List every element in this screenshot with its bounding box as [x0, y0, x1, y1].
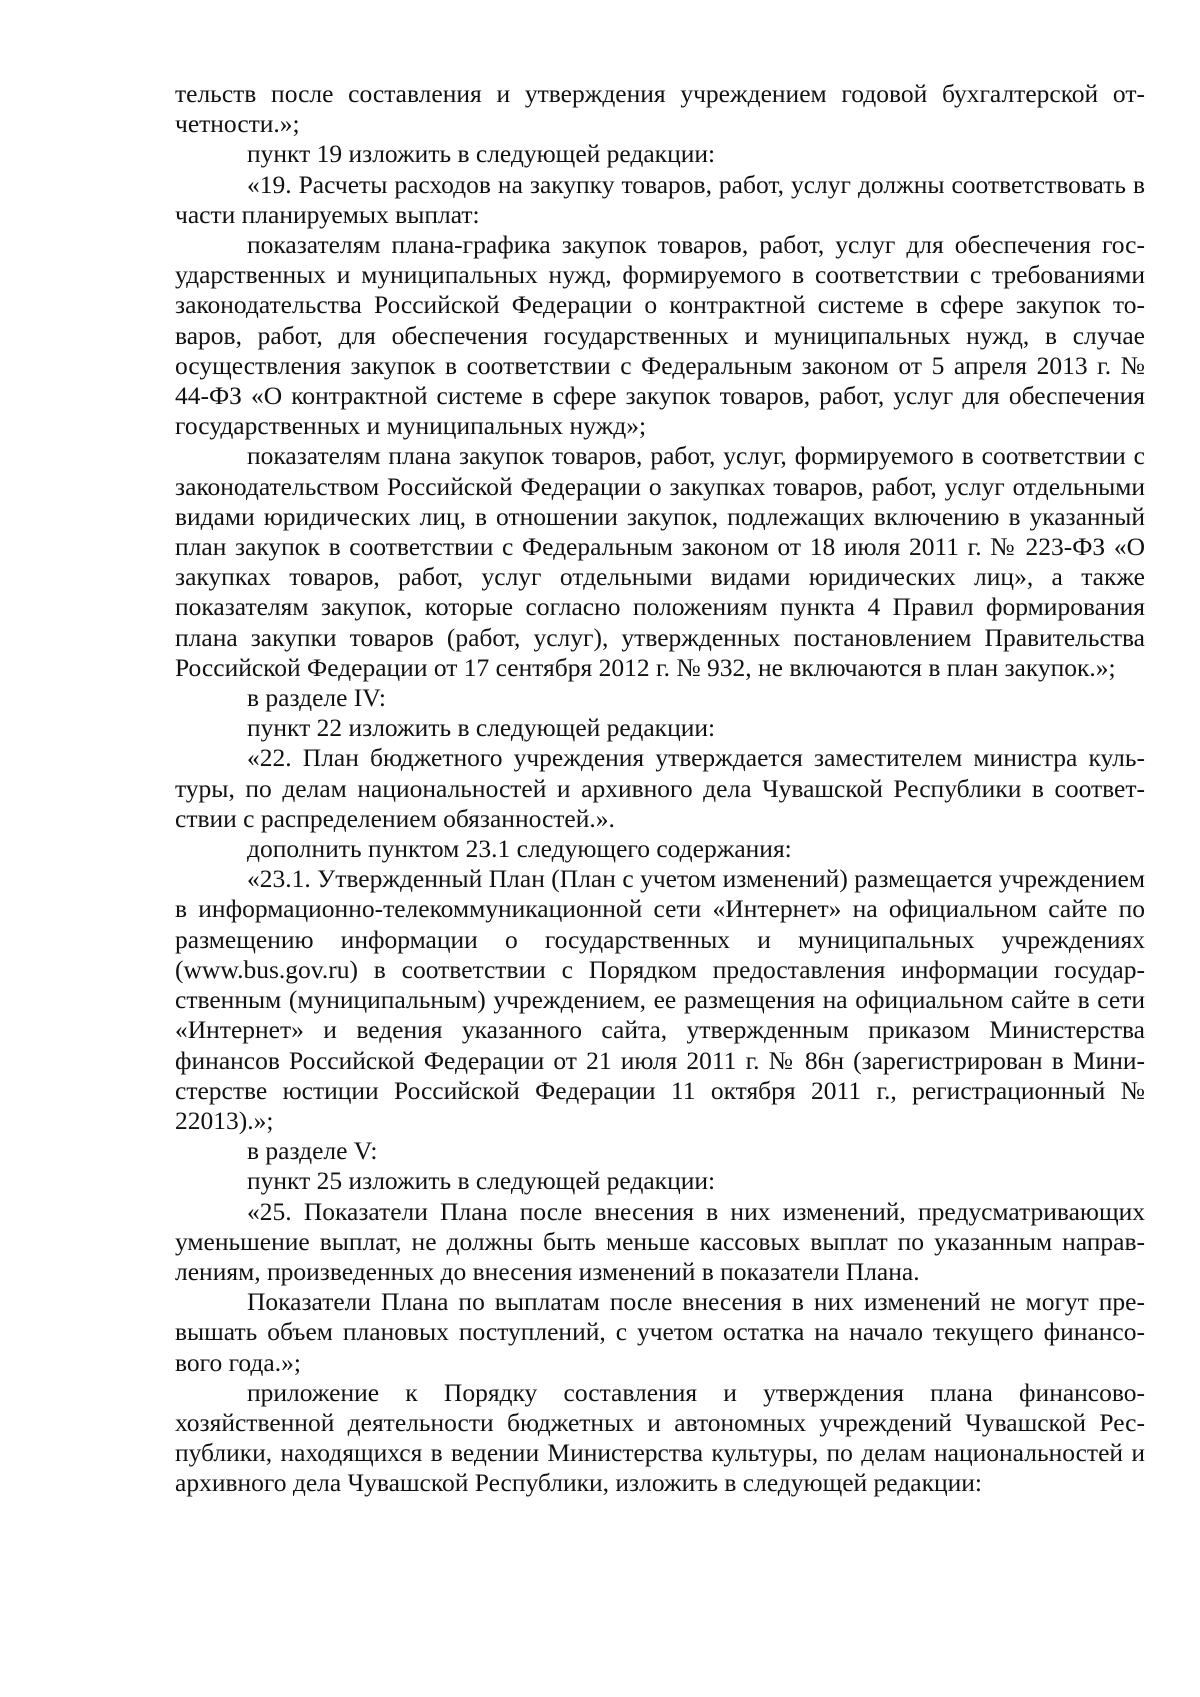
paragraph-section-iv: в разделе IV:	[247, 683, 386, 713]
paragraph-appendix: приложение к Порядку составления и утверждения плана финансово-хозяйственной деятельности бюджетных и автономных учреждений Чувашской Республики, находящихся в ведении Министерства культуры, по делам национальностей и архивного дела Чувашской Республики, изложить в следующей редакции:	[175, 1377, 1145, 1498]
paragraph-point-19-intro: пункт 19 изложить в следующей редакции:	[247, 139, 716, 169]
paragraph-point-22-intro: пункт 22 изложить в следующей редакции:	[247, 713, 716, 743]
paragraph-point-25-text: «25. Показатели Плана после внесения в них изменений, предусматривающих уменьшение выплат, не должны быть меньше кассовых выплат по указанным направлениям, произведенных до внесения изменений в показатели Плана.	[175, 1196, 1145, 1286]
paragraph-procurement-plan-indicators: показателям плана закупок товаров, работ, услуг, формируемого в соответствии с законодательством Российской Федерации о закупках товаров, работ, услуг отдельными видами юридических лиц, в отношении закупок, подлежащих включению в указанный план закупок в соответствии с Федеральным законом от 18 июля 2011 г. № 223-ФЗ «О закупках товаров, работ, услуг отдельными видами юридических лиц», а также показателям закупок, которые согласно положениям пункта 4 Правил формирования плана закупки товаров (работ, услуг), утвержденных постановлением Правительства Российской Федерации от 17 сентября 2012 г. № 932, не включаются в план закупок.»;	[175, 441, 1145, 682]
paragraph-point-23-1-intro: дополнить пунктом 23.1 следующего содержания:	[247, 834, 792, 864]
paragraph-point-23-1-text: «23.1. Утвержденный План (План с учетом изменений) размещается учреждением в информационно-телекоммуникационной сети «Интернет» на официальном сайте по размещению информации о государственных и муниципальных учреждениях (www.bus.gov.ru) в соответствии с Порядком предоставления информации государственным (муниципальным) учреждением, ее размещения на официальном сайте в сети «Интернет» и ведения указанного сайта, утвержденным приказом Министерства финансов Российской Федерации от 21 июля 2011 г. № 86н (зарегистрирован в Министерстве юстиции Российской Федерации 11 октября 2011 г., регистрационный № 22013).»;	[175, 864, 1145, 1135]
paragraph-section-v: в разделе V:	[247, 1136, 378, 1166]
paragraph-point-19-text: «19. Расчеты расходов на закупку товаров, работ, услуг должны соответствовать в части планируемых выплат:	[175, 169, 1145, 229]
paragraph-continuation: тельств после составления и утверждения учреждением годовой бухгалтерской отчетности.»;	[175, 79, 1145, 139]
paragraph-point-25-intro: пункт 25 изложить в следующей редакции:	[247, 1166, 716, 1196]
paragraph-plan-payments: Показатели Плана по выплатам после внесения в них изменений не могут превышать объем плановых поступлений, с учетом остатка на начало текущего финансового года.»;	[175, 1287, 1145, 1377]
paragraph-schedule-indicators: показателям плана-графика закупок товаров, работ, услуг для обеспечения государственных и муниципальных нужд, формируемого в соответствии с требованиями законодательства Российской Федерации о контрактной системе в сфере закупок товаров, работ, для обеспечения государственных и муниципальных нужд, в случае осуществления закупок в соответствии с Федеральным законом от 5 апреля 2013 г. № 44-ФЗ «О контрактной системе в сфере закупок товаров, работ, услуг для обеспечения государственных и муниципальных нужд»;	[175, 230, 1145, 441]
paragraph-point-22-text: «22. План бюджетного учреждения утверждается заместителем министра культуры, по делам национальностей и архивного дела Чувашской Республики в соответствии с распределением обязанностей.».	[175, 743, 1145, 833]
document-body	[175, 79, 1145, 1499]
